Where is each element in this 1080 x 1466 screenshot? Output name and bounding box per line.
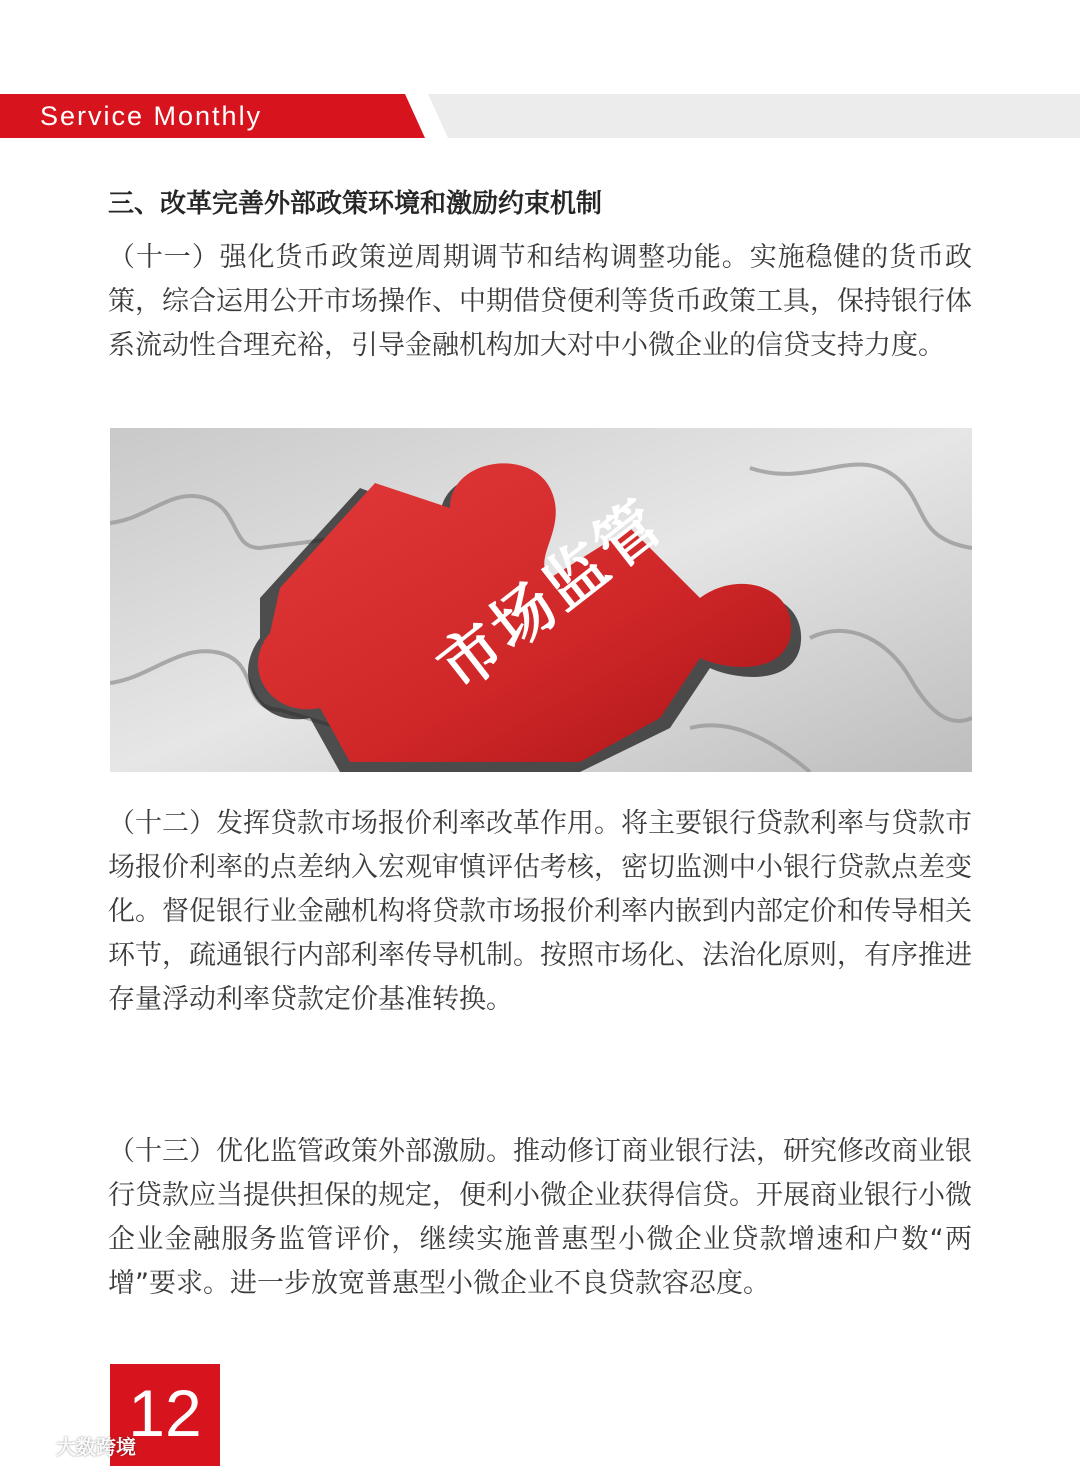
section-heading: 三、改革完善外部政策环境和激励约束机制 [108,189,603,219]
watermark [8,1428,136,1462]
watermark-logo-icon [8,1431,52,1459]
paragraph-13: （十三）优化监管政策外部激励。推动修订商业银行法，研究修改商业银行贷款应当提供担保的规定，便利小微企业获得信贷。开展商业银行小微企业金融服务监管评价，继续实施普惠型小微企业贷款增速和户数“两增”要求。进一步放宽普惠型小微企业不良贷款容忍度。 [108,1136,972,1299]
paragraph-11: （十一）强化货币政策逆周期调节和结构调整功能。实施稳健的货币政策，综合运用公开市场操作、中期借贷便利等货币政策工具，保持银行体系流动性合理充裕，引导金融机构加大对中小微企业的信贷支持力度。 [108,242,972,361]
watermark-text: 大数跨境 [56,1434,136,1459]
page-number: 12 [128,1376,202,1450]
puzzle-illustration [110,428,972,772]
illustration-text: 市场监管 [424,484,678,705]
paragraph-12: （十二）发挥贷款市场报价利率改革作用。将主要银行贷款利率与贷款市场报价利率的点差纳入宏观审慎评估考核，密切监测中小银行贷款点差变化。督促银行业金融机构将贷款市场报价利率内嵌到内部定价和传导相关环节，疏通银行内部利率传导机制。按照市场化、法治化原则，有序推进存量浮动利率贷款定价基准转换。 [108,808,972,1015]
header-title: Service Monthly [40,101,263,131]
header-gray-band [428,94,1080,138]
